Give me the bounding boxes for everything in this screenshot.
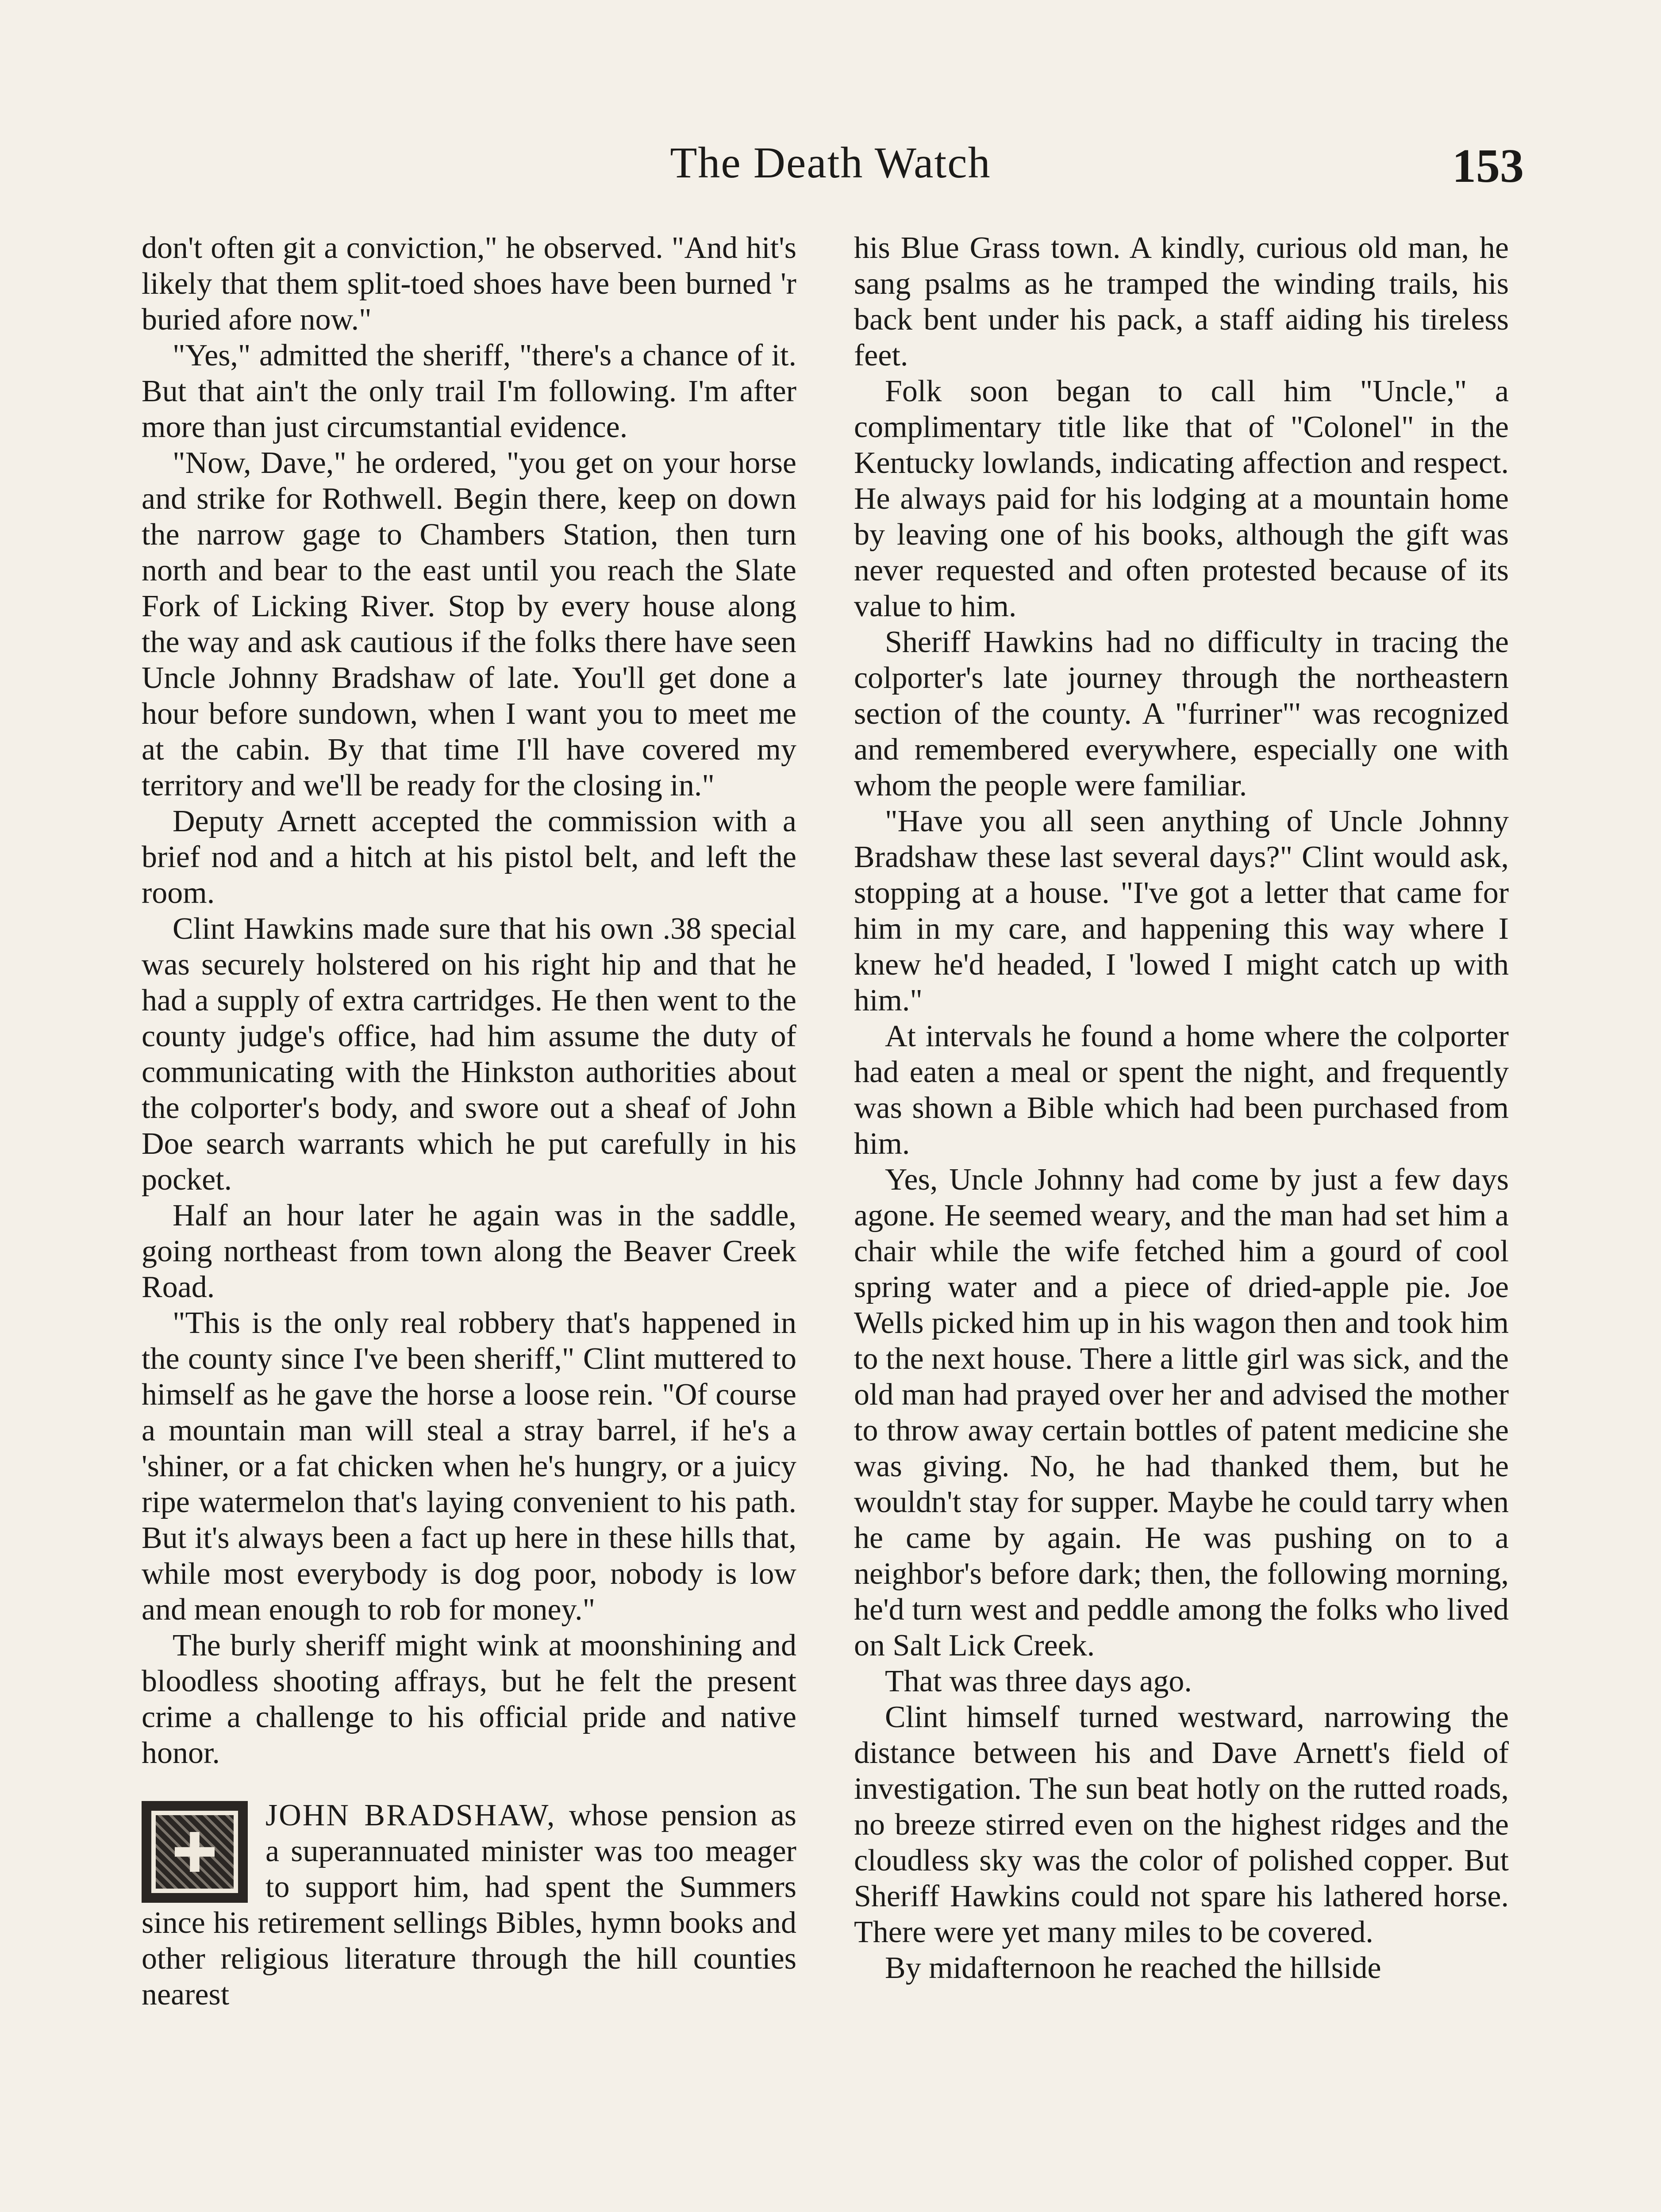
right-column [854,230,1509,2212]
paragraph: Folk soon began to call him "Uncle," a complimentary title like that of "Colonel" in the Kentucky lowlands, indicating affection and respect. He always paid for his lodging at a mountain home by leaving one of his books, although the gift was never requested and often protested because of its value to him. [854,374,1509,623]
paragraph: "Yes," admitted the sheriff, "there's a chance of it. But that ain't the only trail I'm following. I'm after more than just circumstantial evidence. [142,338,796,444]
left-column [142,230,796,2212]
paragraph: don't often git a conviction," he observed. "And hit's likely that them split-toed shoes have been burned 'r buried afore now." [142,231,796,337]
paragraph: "Have you all seen anything of Uncle Johnny Bradshaw these last several days?" Clint would ask, stopping at a house. "I've got a letter that came for him in my care, and happening this way where I knew he'd headed, I 'lowed I might catch up with him." [854,804,1509,1018]
section-opening-paragraph [142,1797,796,2012]
paragraph: By midafternoon he reached the hillside [885,1951,1381,1985]
paragraph: That was three days ago. [885,1664,1192,1698]
paragraph: "Now, Dave," he ordered, "you get on your horse and strike for Rothwell. Begin there, keep on down the narrow gage to Chambers Station, then turn north and bear to the east until you reach the Slate Fork of Licking River. Stop by every house along the way and ask cautious if the folks there have seen Uncle Johnny Bradshaw of late. You'll get done a hour before sundown, when I want you to meet me at the cabin. By that time I'll have covered my territory and we'll be ready for the closing in." [142,446,796,803]
page-number: 153 [1452,140,1524,192]
paragraph: At intervals he found a home where the colporter had eaten a meal or spent the night, and frequently was shown a Bible which had been purchased from him. [854,1019,1509,1161]
page-header [0,137,1661,204]
paragraph: "This is the only real robbery that's happened in the county since I've been sheriff," Clint muttered to himself as he gave the horse a loose rein. "Of course a mountain man will steal a stray barrel, if he's a 'shiner, or a fat chicken when he's hungry, or a juicy ripe watermelon that's laying convenient to his path. But it's always been a fact up here in these hills that, while most everybody is dog poor, nobody is low and mean enough to rob for money." [142,1306,796,1627]
paragraph: Clint himself turned westward, narrowing the distance between his and Dave Arnett's field of investigation. The sun beat hotly on the rutted roads, no breeze stirred even on the highest ridges and the cloudless sky was the color of polished copper. But Sheriff Hawkins could not spare his lathered horse. There were yet many miles to be covered. [854,1700,1509,1949]
section-paragraph-text: whose pension as a superannuated minister was too meager to support him, had spent the Summers since his retirement sellings Bibles, hymn books and other religious literature through the hill counties nearest [142,1798,796,2012]
paragraph: Yes, Uncle Johnny had come by just a few days agone. He seemed weary, and the man had set him a chair while the wife fetched him a gourd of cool spring water and a piece of dried-apple pie. Joe Wells picked him up in his wagon then and took him to the next house. There a little girl was sick, and the old man had prayed over her and advised the mother to throw away certain bottles of patent medicine she was giving. No, he had thanked them, but he wouldn't stay for supper. Maybe he could tarry when he came by again. He was pushing on to a neighbor's before dark; then, the following morning, he'd turn west and peddle among the folks who lived on Salt Lick Creek. [854,1163,1509,1663]
section-lead-caps: JOHN BRADSHAW, [265,1798,556,1832]
paragraph: Deputy Arnett accepted the commission with a brief nod and a hitch at his pistol belt, and left the room. [142,804,796,910]
paragraph: his Blue Grass town. A kindly, curious old man, he sang psalms as he tramped the winding trails, his back bent under his pack, a staff aiding his tireless feet. [854,231,1509,373]
ornamental-initial-icon [142,1801,248,1903]
paragraph: Sheriff Hawkins had no difficulty in tracing the colporter's late journey through the northeastern section of the county. A "furriner"' was recognized and remembered everywhere, especially one with whom the people were familiar. [854,625,1509,803]
running-title: The Death Watch [670,138,991,187]
paragraph: The burly sheriff might wink at moonshining and bloodless shooting affrays, but he felt the present crime a challenge to his official pride and native honor. [142,1628,796,1770]
paragraph: Clint Hawkins made sure that his own .38 special was securely holstered on his right hip and that he had a supply of extra cartridges. He then went to the county judge's office, had him assume the duty of communicating with the Hinkston authorities about the colporter's body, and swore out a sheaf of John Doe search warrants which he put carefully in his pocket. [142,912,796,1197]
paragraph: Half an hour later he again was in the saddle, going northeast from town along the Beaver Creek Road. [142,1198,796,1304]
